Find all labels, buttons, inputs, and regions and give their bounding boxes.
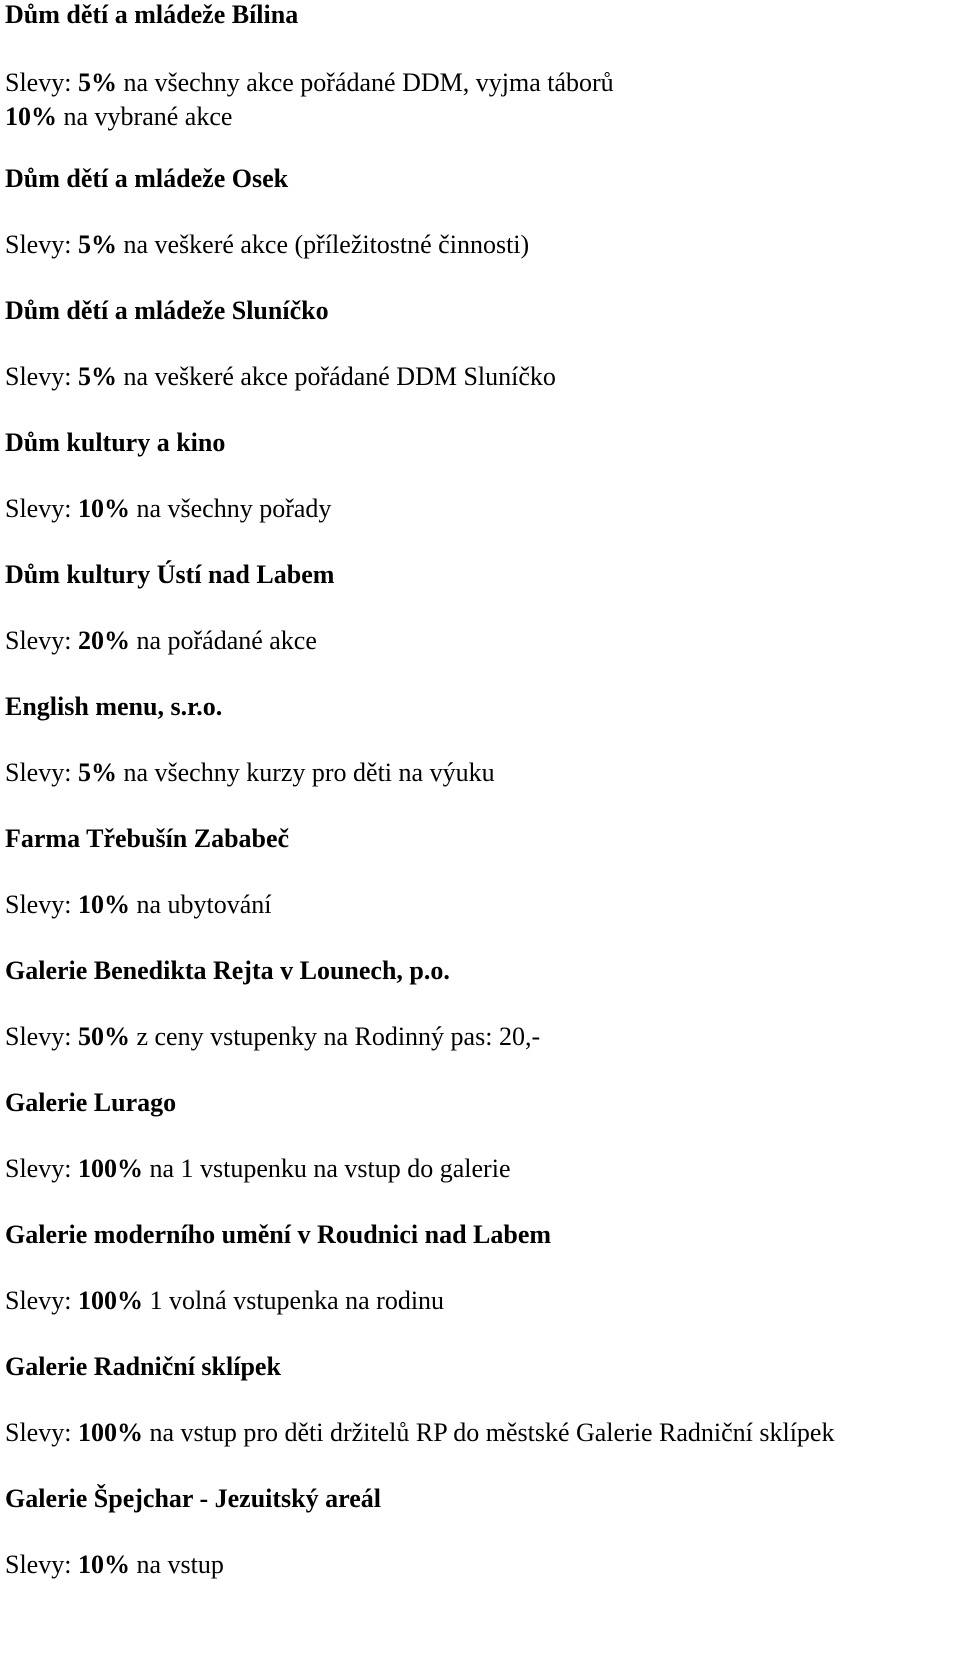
discount-prefix: Slevy: [5,230,78,259]
discount-line [5,1286,955,1316]
list-item [5,164,955,260]
discount-line [5,230,955,260]
list-item [5,1220,955,1316]
list-item [5,1484,955,1580]
entry-title: Galerie Lurago [5,1088,177,1117]
discount-text: na veškeré akce pořádané DDM Sluníčko [116,362,556,391]
discount-percent: 5% [77,758,117,787]
discount-text: z ceny vstupenky na Rodinný pas: 20,- [129,1022,541,1051]
discount-percent: 20% [77,626,130,655]
discount-prefix: Slevy: [5,626,78,655]
discount-percent: 5% [77,362,117,391]
discount-line [5,1022,955,1052]
discount-line [5,890,955,920]
entry-title: Dům dětí a mládeže Osek [5,164,289,193]
list-item [5,692,955,788]
discount-percent: 50% [77,1022,130,1051]
list-item [5,296,955,392]
discount-text: na vybrané akce [57,102,233,131]
discount-text: na všechny pořady [129,494,332,523]
discount-text: na všechny akce pořádané DDM, vyjma táborů [116,68,614,97]
discount-text: 1 volná vstupenka na rodinu [142,1286,445,1315]
discount-line [5,758,955,788]
discount-percent: 5% [77,230,117,259]
entry-title: Dům kultury Ústí nad Labem [5,560,335,589]
discount-line [5,494,955,524]
discount-prefix: Slevy: [5,362,78,391]
discount-line [5,362,955,392]
entry-title: Galerie Špejchar - Jezuitský areál [5,1484,381,1513]
discount-line [5,626,955,656]
list-item [5,956,955,1052]
list-item [5,428,955,524]
discount-prefix: Slevy: [5,1418,78,1447]
discount-percent: 5% [77,68,117,97]
entry-title: Dům kultury a kino [5,428,226,457]
discount-text: na 1 vstupenku na vstup do galerie [142,1154,511,1183]
entry-title: Galerie Benedikta Rejta v Lounech, p.o. [5,956,450,985]
list-item [5,560,955,656]
discount-prefix: Slevy: [5,1154,78,1183]
discount-line [5,1154,955,1184]
entry-title: Galerie moderního umění v Roudnici nad Labem [5,1220,552,1249]
discount-prefix: Slevy: [5,1286,78,1315]
discount-prefix: Slevy: [5,1022,78,1051]
discount-text: na ubytování [129,890,272,919]
list-item [5,1352,955,1448]
entry-title: English menu, s.r.o. [5,692,223,721]
discount-line [5,1550,955,1580]
discount-prefix: Slevy: [5,494,78,523]
entry-title: Dům dětí a mládeže Sluníčko [5,296,329,325]
discount-percent: 10% [77,1550,130,1579]
discount-percent: 10% [77,890,130,919]
discount-percent: 10% [5,102,57,131]
discount-percent: 100% [77,1286,143,1315]
discount-text: na vstup pro děti držitelů RP do městské Galerie Radniční sklípek [142,1418,835,1447]
discount-text: na vstup [129,1550,224,1579]
discount-list [5,0,955,1580]
discount-line [5,68,955,98]
list-item [5,1088,955,1184]
discount-text: na všechny kurzy pro děti na výuku [116,758,495,787]
discount-percent: 10% [77,494,130,523]
discount-prefix: Slevy: [5,1550,78,1579]
discount-prefix: Slevy: [5,68,78,97]
discount-prefix: Slevy: [5,890,78,919]
entry-title: Farma Třebušín Zababeč [5,824,290,853]
entry-title: Galerie Radniční sklípek [5,1352,281,1381]
discount-percent: 100% [77,1418,143,1447]
discount-text: na pořádané akce [129,626,317,655]
discount-percent: 100% [77,1154,143,1183]
discount-prefix: Slevy: [5,758,78,787]
list-item [5,824,955,920]
list-item [5,0,955,132]
discount-line [5,102,955,132]
entry-title: Dům dětí a mládeže Bílina [5,0,299,29]
discount-text: na veškeré akce (příležitostné činnosti) [116,230,530,259]
discount-line [5,1418,955,1448]
